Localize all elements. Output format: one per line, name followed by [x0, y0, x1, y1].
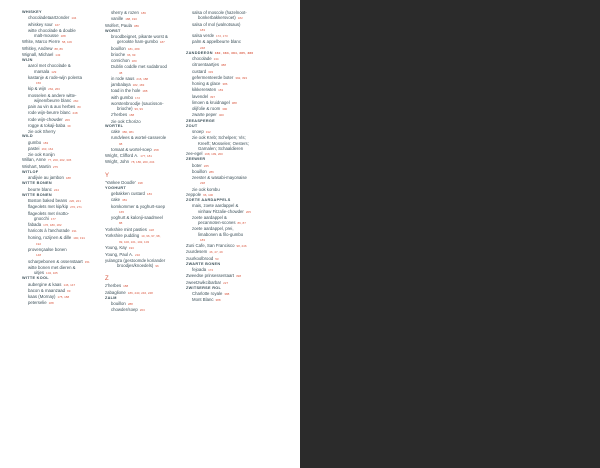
entry-text: rundvlees & wortel-casserole	[111, 135, 167, 141]
entry-text: gefermenteerde boter	[192, 74, 234, 80]
entry-text: broodbeignet, pikante worst &	[111, 34, 168, 39]
entry-text: with gumbo	[111, 94, 133, 100]
entry-text: zie ook Chorizo	[111, 118, 141, 124]
page-numbers: 288	[127, 302, 133, 306]
entry-text: provençaalse bonen	[28, 247, 67, 252]
page-numbers: 248	[200, 45, 206, 50]
page-numbers: 88	[119, 221, 123, 226]
entry-text: palm & appelbeurre blanc	[192, 39, 241, 45]
page-numbers: 88, 89	[54, 46, 63, 51]
page-numbers: 86, 87	[237, 221, 246, 225]
entry-text: worstenbroodje (saucisson-	[111, 100, 164, 106]
entry-text: zie ook Sherry	[28, 129, 56, 134]
entry-text: boter	[192, 162, 202, 168]
page-numbers: 99	[67, 288, 71, 293]
entry-text: Z	[105, 276, 109, 283]
entry-text: z'herbes	[105, 283, 122, 289]
entry-text: marsala	[34, 68, 50, 74]
page-numbers: 205	[245, 209, 251, 214]
entry-text: WITTE KOOL	[22, 276, 49, 281]
entry-text: ZOETE AARDAPPELS	[186, 198, 231, 202]
index-subentry	[186, 297, 266, 303]
page-numbers: 206	[64, 117, 70, 122]
page-numbers: 46, 47, 49	[209, 250, 223, 255]
entry-text: fejoada	[192, 267, 207, 272]
entry-text: zwarte peper	[192, 112, 217, 118]
entry-text: ZEEASPERGE	[186, 118, 215, 123]
page-numbers: 260	[73, 98, 79, 103]
page-numbers: 172, 173	[215, 34, 228, 38]
entry-text: beurre blanc	[28, 186, 52, 192]
page-numbers: 181, 289	[127, 46, 140, 51]
page-numbers: 392, 393	[235, 75, 248, 80]
page-numbers: 186, 240, 246, 248	[127, 290, 153, 295]
page-numbers: 418	[148, 227, 154, 232]
page-numbers: 248	[72, 111, 78, 116]
entry-text: fabada	[28, 222, 42, 227]
page-numbers: 77, 200, 202, 345	[47, 158, 72, 163]
entry-text: Willan, Anne	[22, 157, 46, 163]
entry-text: zabaglione	[105, 289, 126, 295]
entry-text: bonkerbakkersvoet)	[198, 15, 236, 21]
entry-text: pastei	[28, 145, 40, 151]
page-numbers: 388	[231, 100, 237, 105]
entry-text: kip & wijn	[28, 86, 47, 92]
index-subentry	[105, 307, 181, 313]
entry-text: zeester & wasabi-mayonaise	[192, 175, 247, 180]
entry-text: rode wijn-chowder	[28, 116, 63, 122]
entry-text: tomaat & wortel-soep	[111, 146, 152, 152]
entry-text: salsa of mol (walnotsaus)	[192, 21, 241, 27]
page-numbers: 183	[200, 27, 206, 32]
entry-text: WITLOF	[22, 169, 39, 174]
page-numbers: 190, 191	[73, 235, 85, 240]
page-numbers: 191	[71, 229, 77, 234]
entry-text: Zweedse prinsessentaart	[186, 273, 235, 279]
page-numbers: 134	[71, 16, 77, 21]
page-numbers: 172	[134, 95, 140, 100]
page-numbers: 183	[218, 88, 224, 93]
page-numbers: 380, 381	[122, 130, 134, 134]
index-column-3	[186, 10, 266, 304]
entry-text: kikkererwten	[192, 87, 217, 93]
page-numbers: 78, 186, 200, 204	[131, 160, 155, 165]
entry-text: whiskey sour	[28, 21, 53, 27]
entry-text: Charlotte royale	[192, 291, 223, 296]
entry-text: bouillon	[111, 301, 126, 306]
entry-text: chocoladetaartzonder	[28, 15, 70, 21]
index-letter-heading	[105, 172, 181, 180]
page-numbers: 182, 183	[132, 83, 145, 87]
entry-text: andijvie au jambon	[28, 175, 64, 180]
entry-text: komkommer & yoghurt-soep	[111, 203, 165, 209]
entry-text: Dublin coddle met sodabrood	[111, 64, 167, 70]
entry-text: brioche)	[117, 106, 133, 111]
entry-text: chowder/soep	[111, 307, 138, 313]
page-numbers: 186	[140, 11, 146, 15]
entry-text: honing & glace	[192, 81, 221, 86]
page-numbers: 129	[51, 69, 57, 74]
entry-text: honing, rozijnen & dille	[28, 234, 72, 240]
entry-text: pecannoten-scones	[198, 220, 236, 225]
entry-text: gnocchi	[34, 215, 49, 221]
entry-text: bouillon	[192, 168, 207, 174]
entry-text: Wright, Clifford A.	[105, 153, 139, 158]
page-numbers: 134	[213, 57, 219, 61]
entry-text: Wolfert, Paula	[105, 22, 132, 28]
entry-text: ZEEWIER	[186, 157, 206, 162]
entry-text: flageolets met kip/kip	[28, 204, 69, 210]
entry-text: limabonen & filo-gumbo	[198, 231, 244, 237]
entry-text: zuurkoolbrood	[186, 255, 214, 261]
entry-text: yoghurt & kalonji-saadmeel	[111, 215, 163, 220]
page-numbers: 193	[128, 246, 134, 251]
entry-text: zweetzwikcibarbar	[186, 279, 222, 285]
page-numbers: 386	[133, 23, 139, 28]
entry-text: WORST	[105, 28, 121, 33]
page-numbers: 400	[218, 113, 224, 118]
page-numbers: 244	[53, 187, 59, 192]
page-numbers: 177	[50, 216, 56, 221]
page-numbers: 172	[208, 268, 214, 272]
entry-text: limoen & kruidnagel	[192, 99, 230, 105]
entry-text: Wright, John	[105, 159, 130, 165]
entry-text: WORTEL	[105, 123, 124, 128]
page-numbers: 183	[146, 192, 152, 196]
entry-text: salsa verde	[192, 33, 214, 38]
entry-text: witte bonen met dieren &	[28, 264, 76, 270]
entry-text: 'Yankee Doodle'	[105, 179, 136, 185]
entry-text: uitjes	[34, 270, 45, 275]
page-numbers: 182	[237, 16, 243, 21]
spacer	[105, 166, 181, 169]
entry-text: WITTE BONEN	[22, 181, 52, 186]
entry-text: ZWITSERSE ROL	[186, 285, 222, 290]
page-numbers: 286	[208, 169, 214, 174]
entry-text: kaas (Mornay)	[28, 294, 56, 299]
page-numbers: 188	[142, 89, 148, 94]
page-numbers: 227	[223, 280, 229, 285]
entry-text: scharpebonen & ossenstaart	[28, 258, 83, 264]
entry-text: White, Marco Pierre	[22, 39, 60, 45]
entry-text: sherry & rozen	[111, 10, 139, 15]
entry-text: WHISKEY	[22, 10, 42, 14]
entry-text: ZANDDEEGN	[186, 50, 213, 55]
page-numbers: 388	[215, 298, 221, 303]
entry-text: zuurdesem	[186, 249, 208, 255]
entry-text: jambalaya	[111, 82, 131, 87]
page-numbers: 58, 106	[61, 40, 72, 45]
page-numbers: 10, 96, 97, 98,	[141, 233, 161, 238]
entry-text: WIJN	[22, 58, 33, 62]
page-numbers: 397	[210, 94, 216, 99]
page-numbers: 198, 199, 200	[204, 152, 223, 156]
entry-text: broodjes/knoedels)	[117, 263, 154, 268]
page-numbers: 388	[221, 63, 227, 68]
entry-text: Yorkshire pudding	[105, 232, 140, 238]
entry-text: gebakken custard	[111, 191, 145, 196]
page-numbers: 210	[135, 252, 141, 257]
page-numbers: 146, 147	[63, 282, 76, 287]
entry-text: kastanje & rode-wijn polenta	[28, 74, 82, 80]
page-numbers: 188	[129, 113, 135, 118]
entry-text: Boston baked beans	[28, 198, 68, 203]
page-numbers: 187	[159, 40, 165, 45]
dark-background-panel	[300, 0, 600, 468]
page-numbers: 98	[119, 141, 123, 146]
entry-text: aubergine & kaas	[28, 281, 62, 287]
entry-text: salsa of moscole (hazelnoot-	[192, 10, 247, 15]
entry-text: WITTE BONEN	[22, 192, 52, 197]
page-numbers: 386	[222, 82, 228, 86]
page-numbers: 183	[43, 140, 49, 145]
entry-text: lavendel	[192, 93, 209, 99]
page-numbers: 188	[123, 284, 129, 289]
entry-text: in rode saus	[111, 75, 135, 81]
entry-text: mosselen & andere witte-	[28, 92, 77, 98]
entry-text: Young, Paul A.	[105, 251, 134, 257]
entry-text: Young, Kay	[105, 245, 127, 251]
entry-text: cake	[111, 129, 121, 134]
entry-text: Garnalen; Schaaldieren	[198, 145, 244, 151]
page-numbers: 192	[36, 241, 42, 246]
page-numbers: 388	[224, 292, 230, 296]
entry-text: brioche	[111, 51, 126, 57]
page-numbers: 333	[208, 69, 214, 74]
page-numbers: 262, 263	[48, 87, 60, 92]
entry-text: Wignall, Michael	[22, 51, 54, 57]
index-letter-heading	[105, 275, 181, 283]
page-numbers: 188, 190	[125, 17, 137, 22]
page-numbers: 165	[119, 209, 125, 214]
entry-text: mais, zoete aardappel &	[192, 203, 239, 209]
entry-text: wijnen/beurre blanc	[34, 97, 72, 103]
page-numbers: 381	[122, 198, 128, 203]
entry-text: rogge & tokaji-baba	[28, 122, 66, 128]
page-numbers: 258	[153, 147, 159, 152]
page-numbers: 175, 188	[57, 295, 70, 299]
page-numbers: 275	[52, 164, 58, 169]
entry-text: WILD	[22, 134, 33, 139]
page-numbers: 98, 246	[236, 244, 247, 248]
entry-text: bacon & maanzaad	[28, 287, 66, 293]
page-numbers: 188	[60, 34, 66, 38]
entry-text: aarol met chocolade &	[28, 63, 71, 69]
page-numbers: 183	[200, 237, 206, 242]
entry-text: zie ook kombu	[192, 186, 220, 192]
page-numbers: 38	[119, 70, 123, 75]
entry-text: Yorkshire mint pasties	[105, 226, 147, 232]
entry-text: haricots à l'anchoïade	[28, 228, 70, 234]
page-numbers: 148	[36, 253, 42, 258]
page-numbers: 143	[55, 52, 61, 57]
entry-text: flageolets met risotto-	[28, 210, 70, 216]
entry-text: YOGHURT	[105, 185, 127, 190]
page-numbers: 220, 221	[69, 199, 81, 203]
entry-text: vanille	[111, 16, 124, 22]
entry-text: citroentaartjes	[192, 62, 219, 68]
entry-text: zoete aardappel, prei,	[192, 226, 234, 232]
page-numbers: 96, 99	[134, 107, 143, 111]
page-numbers: 156	[36, 81, 42, 85]
entry-text: snoep	[192, 129, 204, 134]
page-numbers: 188	[65, 176, 71, 180]
entry-text: zie ook Kreb; Schelpen; Vis;	[192, 135, 246, 141]
page-numbers: 176, 180, 182	[43, 223, 62, 227]
entry-text: zeppole	[186, 191, 202, 197]
page-numbers: 80	[77, 105, 81, 109]
page-numbers: 216, 188	[136, 76, 149, 81]
entry-text: toad in the hole	[111, 88, 141, 94]
page-numbers: 398	[236, 274, 242, 279]
entry-text: vinhaw Fitzalie-chowder	[198, 208, 244, 214]
page-numbers: 167	[54, 22, 60, 27]
page-numbers: 177, 181	[140, 154, 152, 158]
page-numbers: 180	[131, 59, 137, 63]
entry-text: zee-egel	[186, 151, 203, 156]
index-column-1	[22, 10, 98, 307]
index-subentry	[22, 300, 98, 306]
entry-text: Wishart, Martin	[22, 163, 51, 169]
entry-text: Zuni Cafe, San Francisco	[186, 243, 235, 248]
entry-text: chocolade	[192, 56, 212, 61]
index-column-2	[105, 10, 181, 314]
entry-text: gumbo	[28, 139, 42, 145]
entry-text: bouillon	[111, 45, 126, 51]
page-numbers: 265	[203, 163, 209, 168]
page-numbers: 96, 100	[203, 192, 214, 197]
entry-text: yulangza (gestoomde koriander	[105, 257, 166, 263]
entry-text: ZWARTE BONEN	[186, 261, 221, 266]
entry-text: rode wijn-beurre blanc	[28, 110, 71, 116]
page-numbers: 198	[137, 180, 143, 185]
spacer	[105, 269, 181, 272]
page-numbers: 390	[222, 107, 228, 111]
entry-text: custard	[192, 68, 207, 74]
page-numbers: 151	[84, 259, 90, 264]
entry-text: Mont Blanc	[192, 297, 214, 303]
entry-text: gerookte ham-gumbo	[117, 39, 158, 45]
page-numbers: 382, 383, 384, 385, 386	[214, 50, 254, 55]
entry-text: z'herbes	[111, 112, 128, 118]
page-numbers: 238	[200, 181, 206, 186]
entry-text: ZALM	[105, 295, 117, 300]
entry-text: Kreeft; Mosselen; Oesters;	[198, 140, 249, 146]
entry-text: zoete aardappel &	[192, 214, 227, 220]
entry-text: malt-mousse	[34, 33, 59, 38]
page-numbers: 163, 164	[41, 146, 54, 151]
page-numbers: 39	[67, 123, 71, 128]
entry-text: peterselie	[28, 300, 47, 306]
page-numbers: 263	[139, 308, 145, 313]
page-numbers: 99, 100, 101, 102, 103	[119, 240, 150, 244]
page-numbers: 96, 99	[127, 52, 136, 57]
entry-text: witte chocolade & double	[28, 27, 76, 33]
page-numbers: 53	[215, 256, 219, 261]
entry-text: cake	[111, 197, 121, 203]
page-numbers: 188	[48, 301, 54, 306]
entry-text: zie ook Konijn	[28, 152, 55, 157]
entry-text: Whitley, Andrew	[22, 45, 53, 51]
entry-text: olijfolie & room	[192, 106, 221, 111]
entry-text: ZOUT	[186, 123, 198, 128]
entry-text: cornichon	[111, 58, 130, 63]
page-numbers: 270, 271	[70, 205, 82, 210]
page-numbers: 96	[155, 264, 159, 268]
entry-text: pain au vin & aux herbes	[28, 104, 76, 109]
page-numbers: 312	[205, 130, 211, 134]
page-numbers: 104, 105	[46, 271, 58, 275]
entry-text: Y	[105, 172, 110, 179]
